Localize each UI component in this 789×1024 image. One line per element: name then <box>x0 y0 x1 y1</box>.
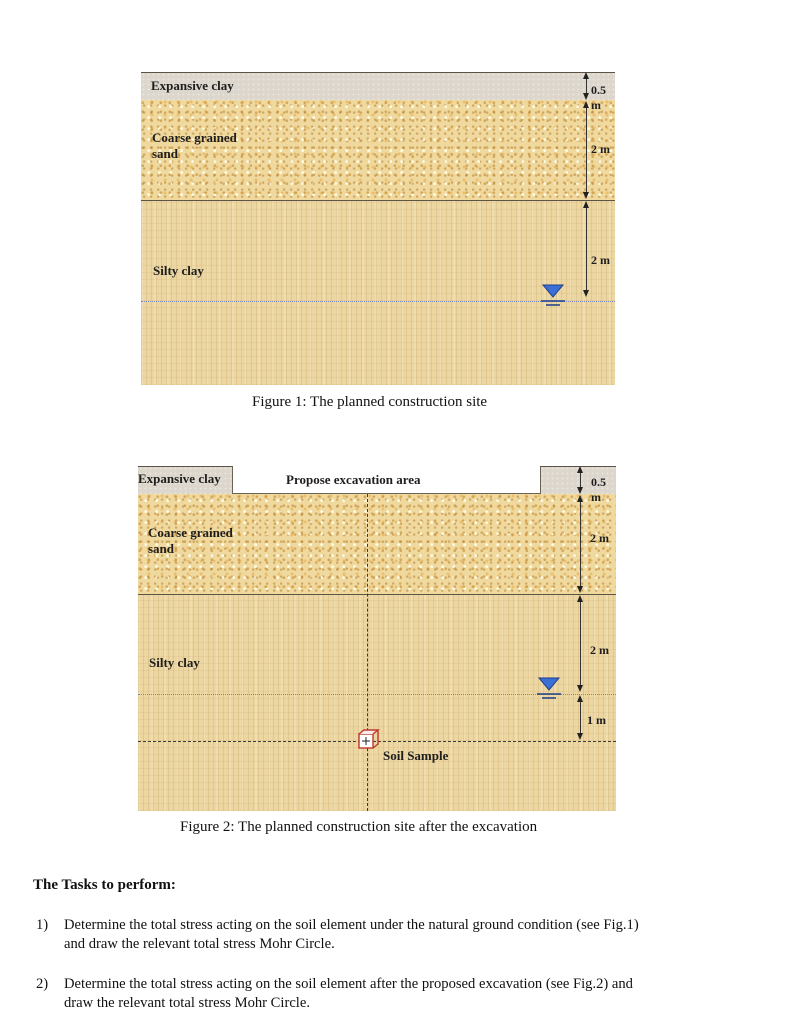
task-text-line1: Determine the total stress acting on the soil element after the proposed excavation (see Fig.2) and <box>64 976 633 992</box>
arrow-up-icon <box>583 72 589 79</box>
dim-label-middle: 2 m <box>591 142 610 156</box>
expansive-clay-label: Expansive clay <box>138 471 221 486</box>
excavation-boundary-right <box>540 466 541 494</box>
arrow-down-icon <box>583 93 589 100</box>
figure-2 <box>138 466 616 811</box>
task-number: 1) <box>36 917 49 933</box>
arrow-up-icon <box>577 695 583 702</box>
figure-2-caption: Figure 2: The planned construction site after the excavation <box>180 819 538 835</box>
arrow-down-icon <box>577 733 583 740</box>
expansive-clay-label: Expansive clay <box>151 78 234 93</box>
dim-label-lower: 2 m <box>591 253 610 267</box>
coarse-sand-layer <box>141 100 615 200</box>
arrow-up-icon <box>577 466 583 473</box>
dim-line-lower <box>586 206 587 294</box>
water-table-icon <box>540 284 566 308</box>
silty-clay-label: Silty clay <box>149 655 200 670</box>
dim-line-middle <box>586 106 587 194</box>
dim-label-top: 0.5 m <box>591 83 606 112</box>
arrow-up-icon <box>583 101 589 108</box>
excavation-label: Propose excavation area <box>286 472 421 487</box>
tasks-heading: The Tasks to perform: <box>33 877 176 893</box>
arrow-down-icon <box>577 487 583 494</box>
ground-line-left <box>138 466 232 467</box>
coarse-sand-label-line2: sand <box>148 541 175 556</box>
dim-label-middle: 2 m <box>590 531 609 545</box>
dim-line-lower <box>580 600 581 688</box>
arrow-down-icon <box>577 586 583 593</box>
task-text-line2: draw the relevant total stress Mohr Circle. <box>64 995 310 1011</box>
soil-sample-label: Soil Sample <box>383 748 449 763</box>
task-number: 2) <box>36 976 49 992</box>
coarse-sand-layer <box>138 494 616 594</box>
dim-label-lower: 2 m <box>590 643 609 657</box>
soil-sample-icon <box>357 729 381 751</box>
dim-line-middle <box>580 500 581 588</box>
ground-surface-line <box>141 72 615 73</box>
task-text-line1: Determine the total stress acting on the soil element under the natural ground condition (see Fig.1) <box>64 917 639 933</box>
task-text-line2: and draw the relevant total stress Mohr Circle. <box>64 936 335 952</box>
arrow-down-icon <box>583 192 589 199</box>
silty-clay-label: Silty clay <box>153 263 204 278</box>
arrow-down-icon <box>577 685 583 692</box>
arrow-down-icon <box>583 290 589 297</box>
water-table-icon <box>536 677 562 701</box>
figure-1 <box>141 72 615 385</box>
arrow-up-icon <box>577 495 583 502</box>
arrow-up-icon <box>583 201 589 208</box>
coarse-sand-label-line1: Coarse grained <box>148 525 233 540</box>
dim-label-top: 0.5 m <box>591 475 606 504</box>
coarse-sand-label-line1: Coarse grained <box>152 130 237 145</box>
dim-line-below-water <box>580 700 581 736</box>
sand-clay-boundary <box>138 594 616 595</box>
coarse-sand-label-line2: sand <box>152 146 179 161</box>
silty-clay-layer <box>138 594 616 811</box>
centerline <box>367 494 368 811</box>
sand-clay-boundary <box>141 200 615 201</box>
arrow-up-icon <box>577 595 583 602</box>
figure-1-caption: Figure 1: The planned construction site <box>252 394 488 410</box>
dim-label-below-water: 1 m <box>587 713 606 727</box>
excavation-boundary-left <box>232 466 233 494</box>
